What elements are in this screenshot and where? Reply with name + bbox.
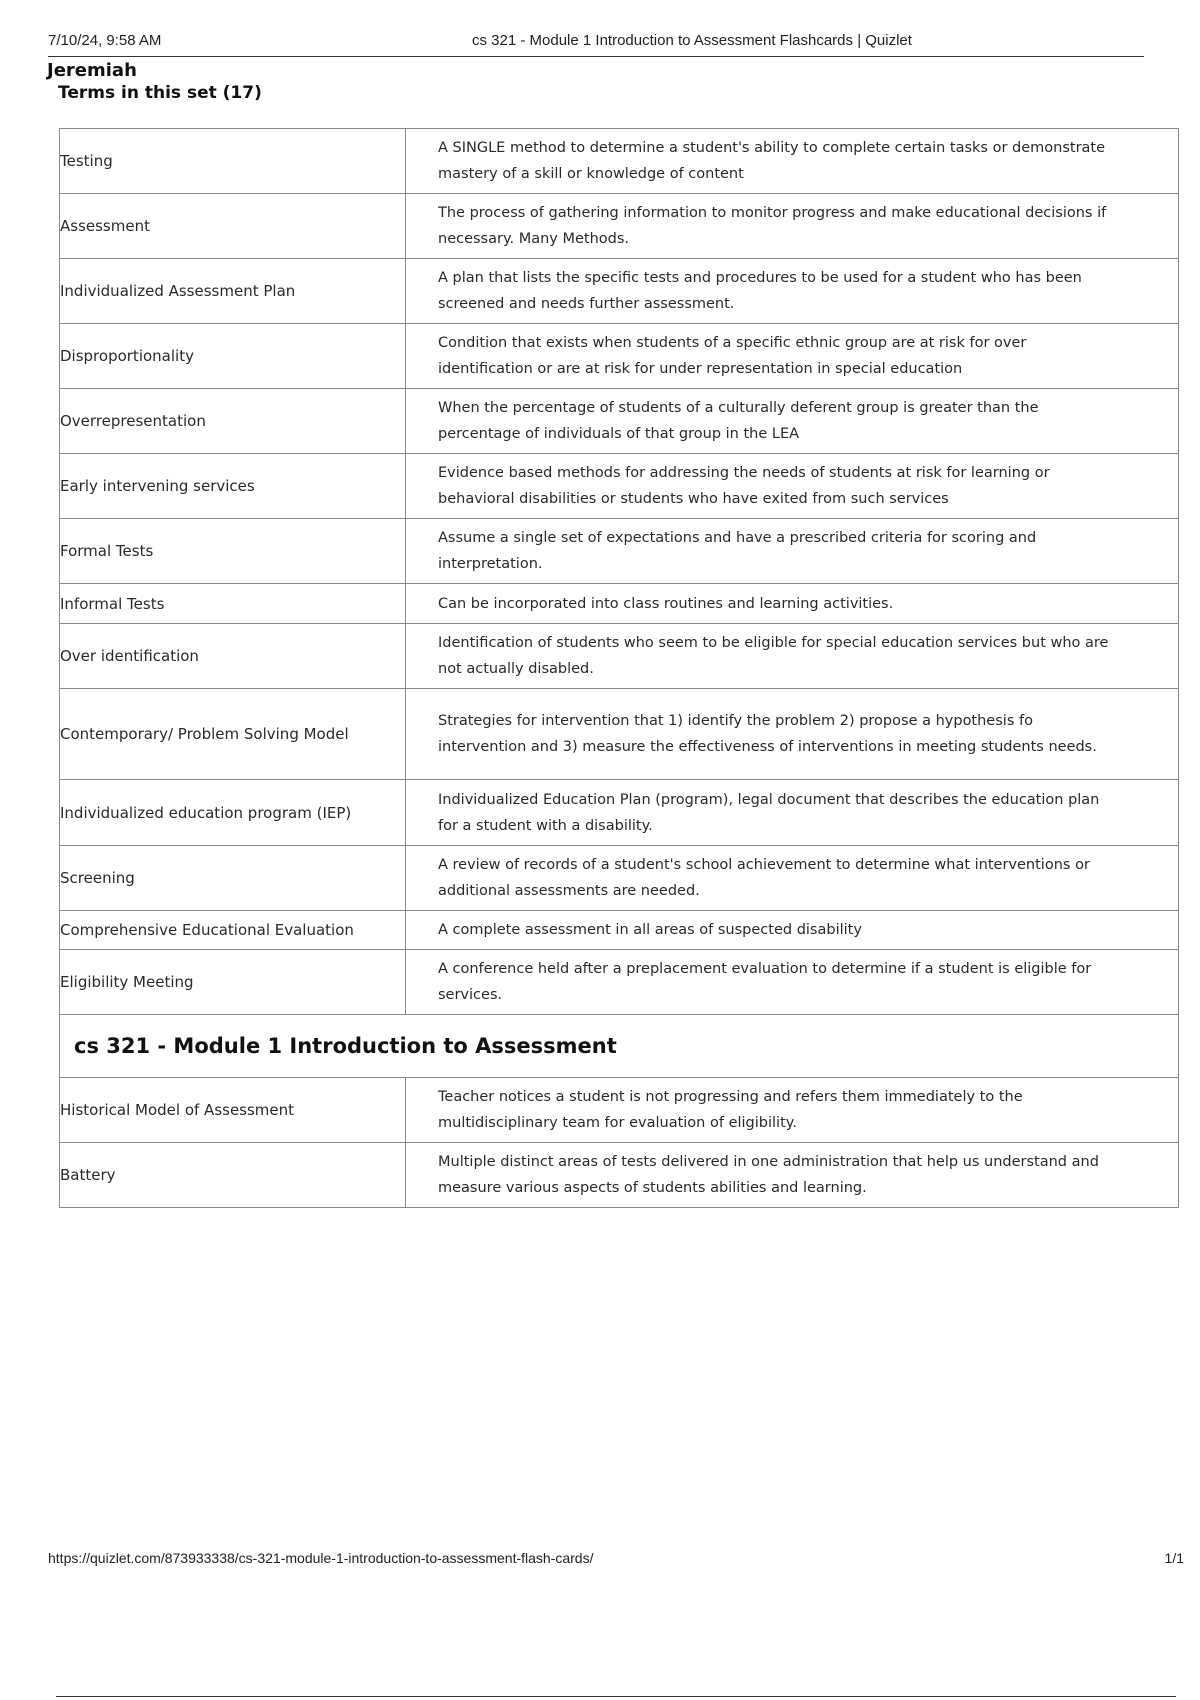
definition-cell: Identification of students who seem to be eligible for special education services but who are not actually disabled. [406,624,1179,689]
definition-cell: A SINGLE method to determine a student's ability to complete certain tasks or demonstrate mastery of a skill or knowledge of content [406,129,1179,194]
definition-cell: A conference held after a preplacement evaluation to determine if a student is eligible for services. [406,950,1179,1015]
term-cell: Comprehensive Educational Evaluation [60,911,406,950]
bottom-divider [56,1696,1176,1697]
author-name: Jeremiah [47,60,137,81]
section-title: cs 321 - Module 1 Introduction to Assessment [60,1015,1179,1078]
term-row [60,780,1179,846]
terms-heading: Terms in this set (17) [58,83,262,103]
print-header [48,28,1144,57]
terms-table [59,128,1179,1208]
term-cell: Early intervening services [60,454,406,519]
term-cell: Informal Tests [60,584,406,624]
definition-cell: Condition that exists when students of a specific ethnic group are at risk for over identification or are at risk for under representation in special education [406,324,1179,389]
term-cell: Formal Tests [60,519,406,584]
footer-url: https://quizlet.com/873933338/cs-321-module-1-introduction-to-assessment-flash-cards/ [48,1550,594,1566]
definition-cell: Can be incorporated into class routines and learning activities. [406,584,1179,624]
term-row [60,1078,1179,1143]
term-cell: Contemporary/ Problem Solving Model [60,689,406,780]
term-cell: Overrepresentation [60,389,406,454]
page-number: 1/1 [1164,1550,1184,1566]
term-cell: Individualized Assessment Plan [60,259,406,324]
term-row [60,950,1179,1015]
term-row [60,194,1179,259]
definition-cell: The process of gathering information to monitor progress and make educational decisions if necessary. Many Methods. [406,194,1179,259]
term-row [60,259,1179,324]
definition-cell: A complete assessment in all areas of suspected disability [406,911,1179,950]
term-cell: Assessment [60,194,406,259]
definition-cell: Strategies for intervention that 1) identify the problem 2) propose a hypothesis fo intervention and 3) measure the effectiveness of interventions in meeting students needs. [406,689,1179,780]
term-row [60,1143,1179,1208]
term-cell: Disproportionality [60,324,406,389]
term-row [60,584,1179,624]
print-date: 7/10/24, 9:58 AM [48,32,162,49]
term-cell: Historical Model of Assessment [60,1078,406,1143]
term-row [60,389,1179,454]
definition-cell: Individualized Education Plan (program), legal document that describes the education plan for a student with a disability. [406,780,1179,846]
print-footer [48,1550,1184,1566]
term-cell: Individualized education program (IEP) [60,780,406,846]
term-row [60,454,1179,519]
term-row [60,324,1179,389]
term-row [60,846,1179,911]
term-cell: Battery [60,1143,406,1208]
definition-cell: Teacher notices a student is not progressing and refers them immediately to the multidisciplinary team for evaluation of eligibility. [406,1078,1179,1143]
definition-cell: When the percentage of students of a culturally deferent group is greater than the percentage of individuals of that group in the LEA [406,389,1179,454]
term-row [60,129,1179,194]
term-cell: Screening [60,846,406,911]
definition-cell: A review of records of a student's school achievement to determine what interventions or additional assessments are needed. [406,846,1179,911]
definition-cell: Assume a single set of expectations and have a prescribed criteria for scoring and interpretation. [406,519,1179,584]
term-cell: Over identification [60,624,406,689]
term-cell: Testing [60,129,406,194]
print-page-title: cs 321 - Module 1 Introduction to Assessment Flashcards | Quizlet [472,32,912,49]
term-row [60,689,1179,780]
section-row [60,1015,1179,1078]
term-row [60,519,1179,584]
term-row [60,911,1179,950]
definition-cell: Multiple distinct areas of tests delivered in one administration that help us understand and measure various aspects of students abilities and learning. [406,1143,1179,1208]
definition-cell: Evidence based methods for addressing the needs of students at risk for learning or behavioral disabilities or students who have exited from such services [406,454,1179,519]
definition-cell: A plan that lists the specific tests and procedures to be used for a student who has been screened and needs further assessment. [406,259,1179,324]
term-cell: Eligibility Meeting [60,950,406,1015]
term-row [60,624,1179,689]
